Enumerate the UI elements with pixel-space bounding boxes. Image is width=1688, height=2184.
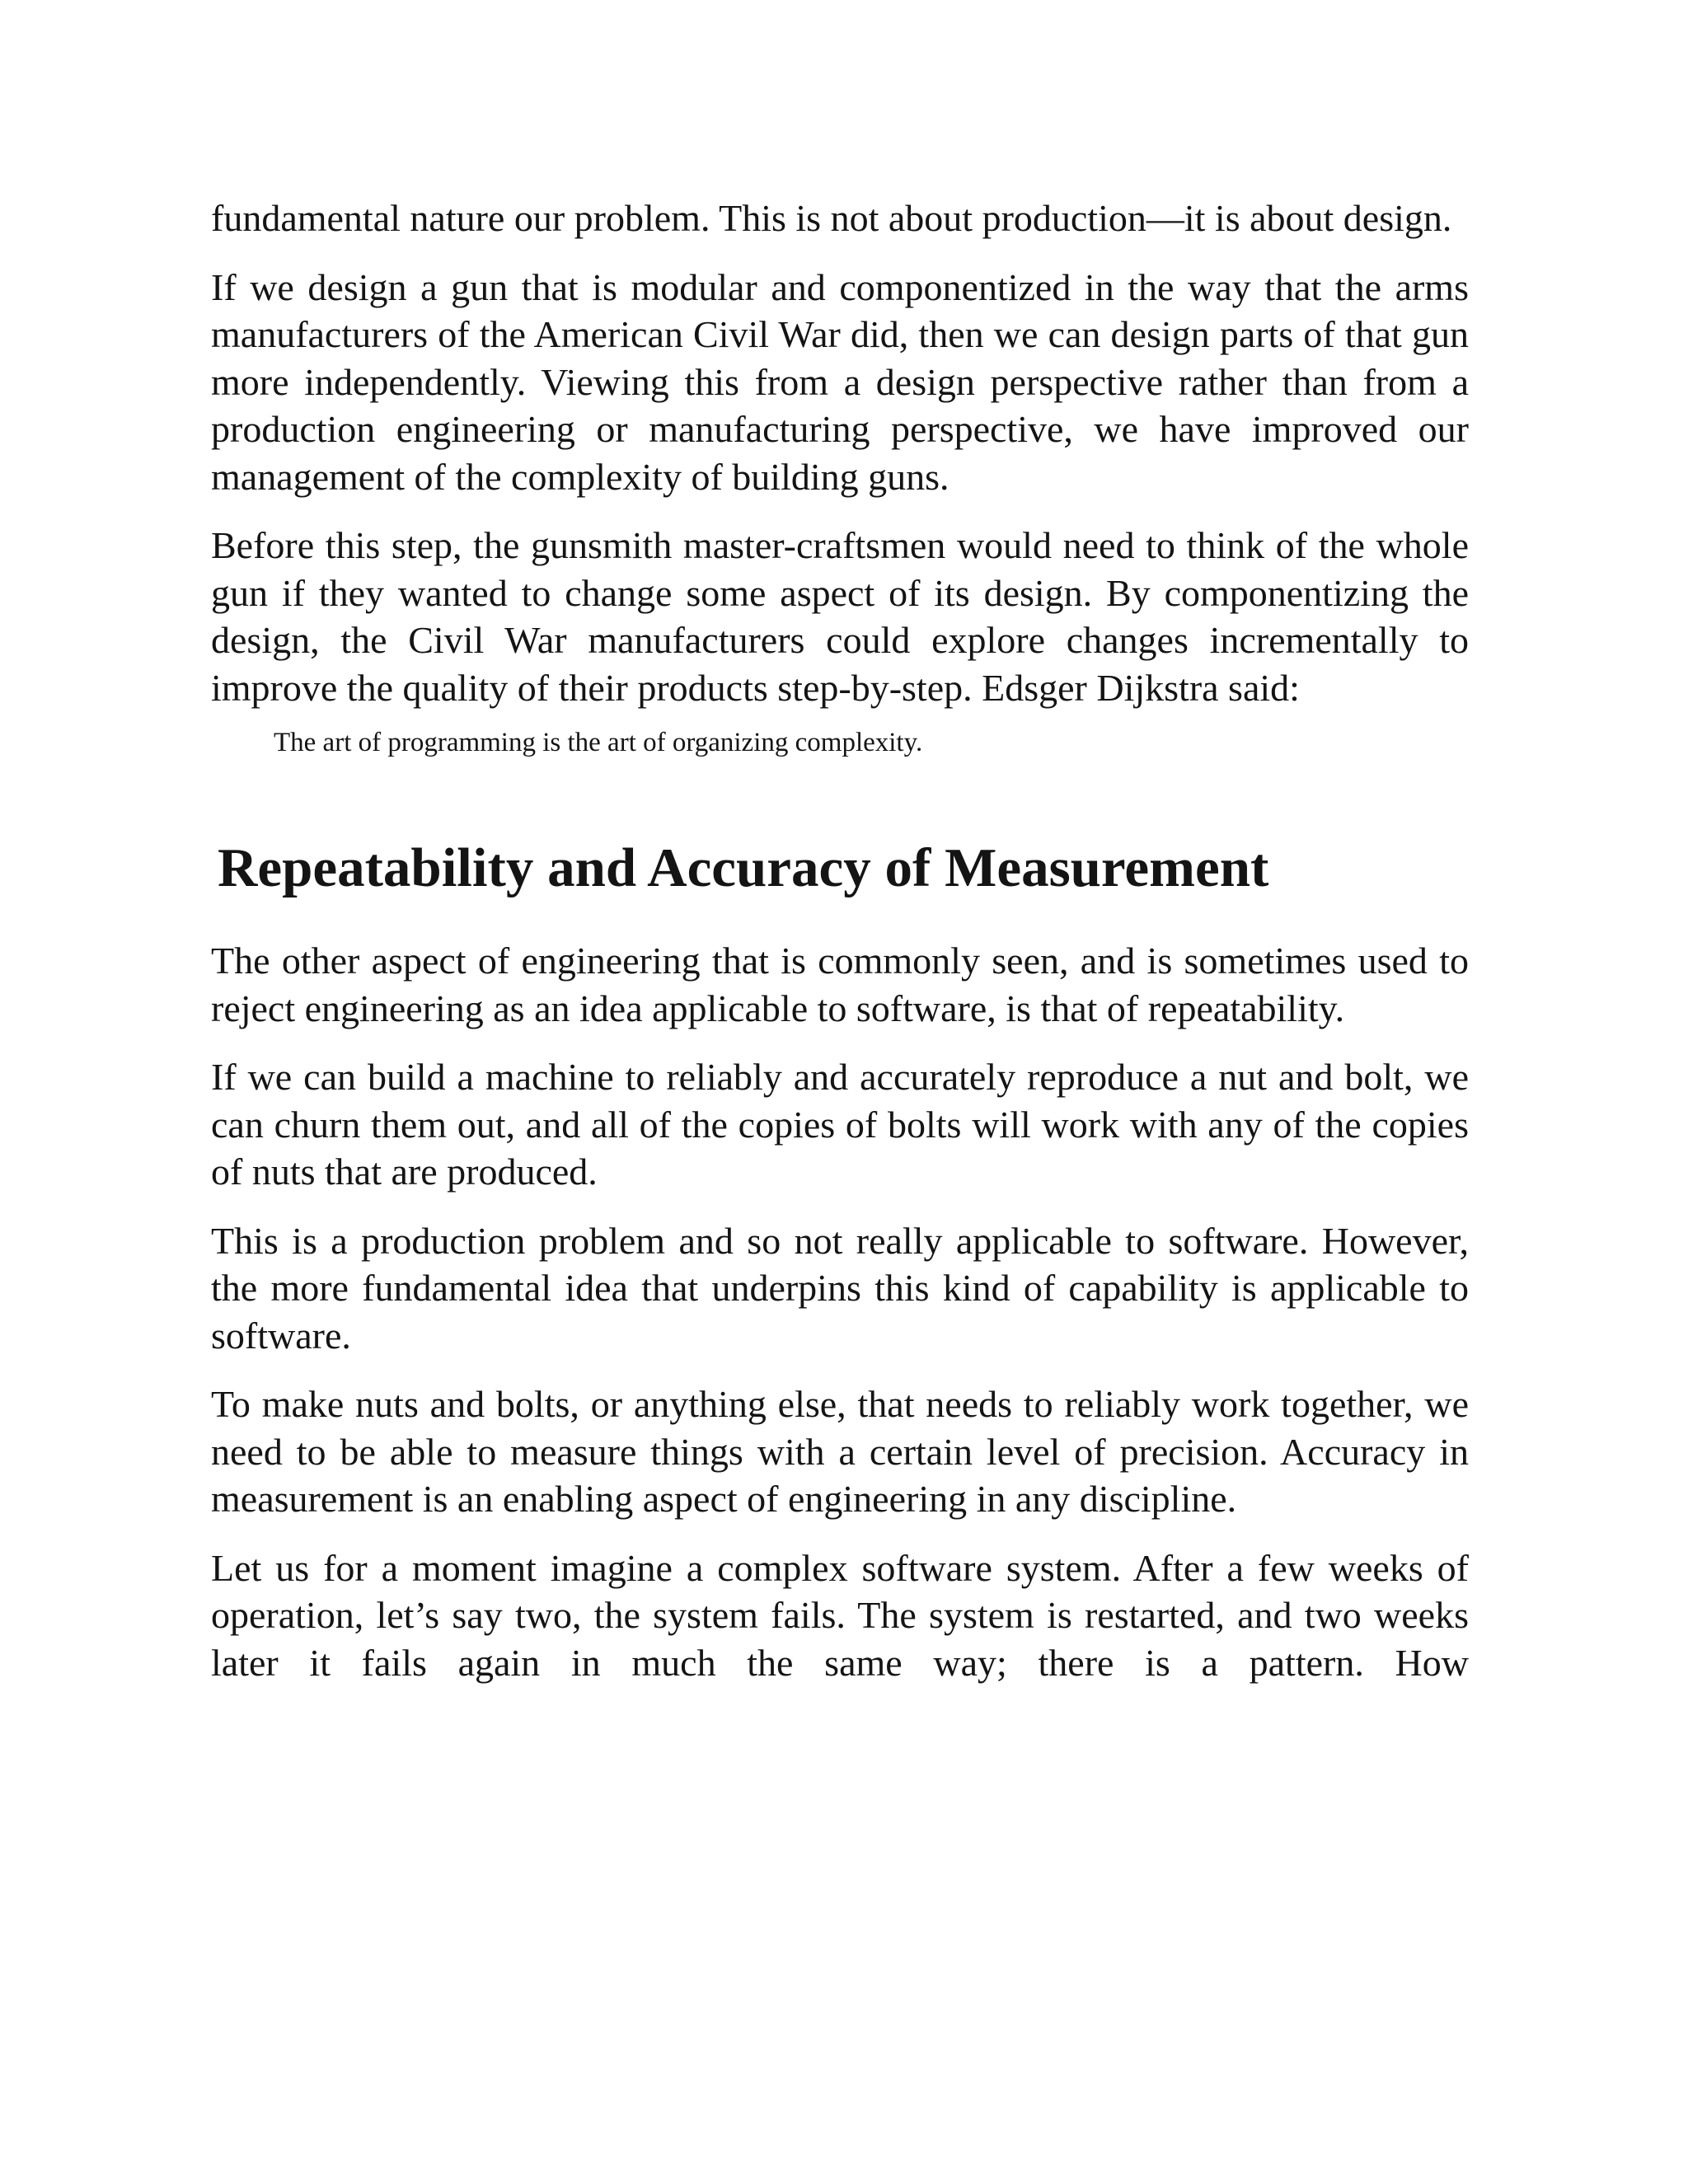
paragraph: If we design a gun that is modular and componentized in the way that the arms manufacturers of the American Civil War did, then we can design parts of that gun more independently. Viewing this from a design perspective rather than from a production engineering or manufacturing perspective, we have improved our management of the complexity of building guns. xyxy=(211,265,1469,498)
paragraph: Before this step, the gunsmith master-craftsmen would need to think of the whole gun if they wanted to change some aspect of its design. By componentizing the design, the Civil War manufacturers could explore changes incrementally to improve the quality of their products step-by-step. Edsger Dijkstra said: xyxy=(211,524,1469,709)
section-heading: Repeatability and Accuracy of Measurement xyxy=(218,837,1269,898)
paragraph: If we can build a machine to reliably and accurately reproduce a nut and bolt, we can churn them out, and all of the copies of bolts will work with any of the copies of nuts that are produced. xyxy=(211,1056,1469,1193)
block-quote: The art of programming is the art of organizing complexity. xyxy=(274,728,923,757)
paragraph: fundamental nature our problem. This is not about production—it is about design. xyxy=(211,197,1452,239)
paragraph: To make nuts and bolts, or anything else, that needs to reliably work together, we need to be able to measure things with a certain level of precision. Accuracy in measurement is an enabling aspect of engineering in any discipline. xyxy=(211,1383,1469,1520)
document-page xyxy=(211,194,1469,1686)
paragraph: Let us for a moment imagine a complex software system. After a few weeks of operation, let’s say two, the system fails. The system is restarted, and two weeks later it fails again in much the same way; there is a pattern. How xyxy=(211,1546,1469,1684)
paragraph: This is a production problem and so not really applicable to software. However, the more fundamental idea that underpins this kind of capability is applicable to software. xyxy=(211,1219,1469,1357)
paragraph: The other aspect of engineering that is commonly seen, and is sometimes used to reject engineering as an idea applicable to software, is that of repeatability. xyxy=(211,940,1469,1029)
